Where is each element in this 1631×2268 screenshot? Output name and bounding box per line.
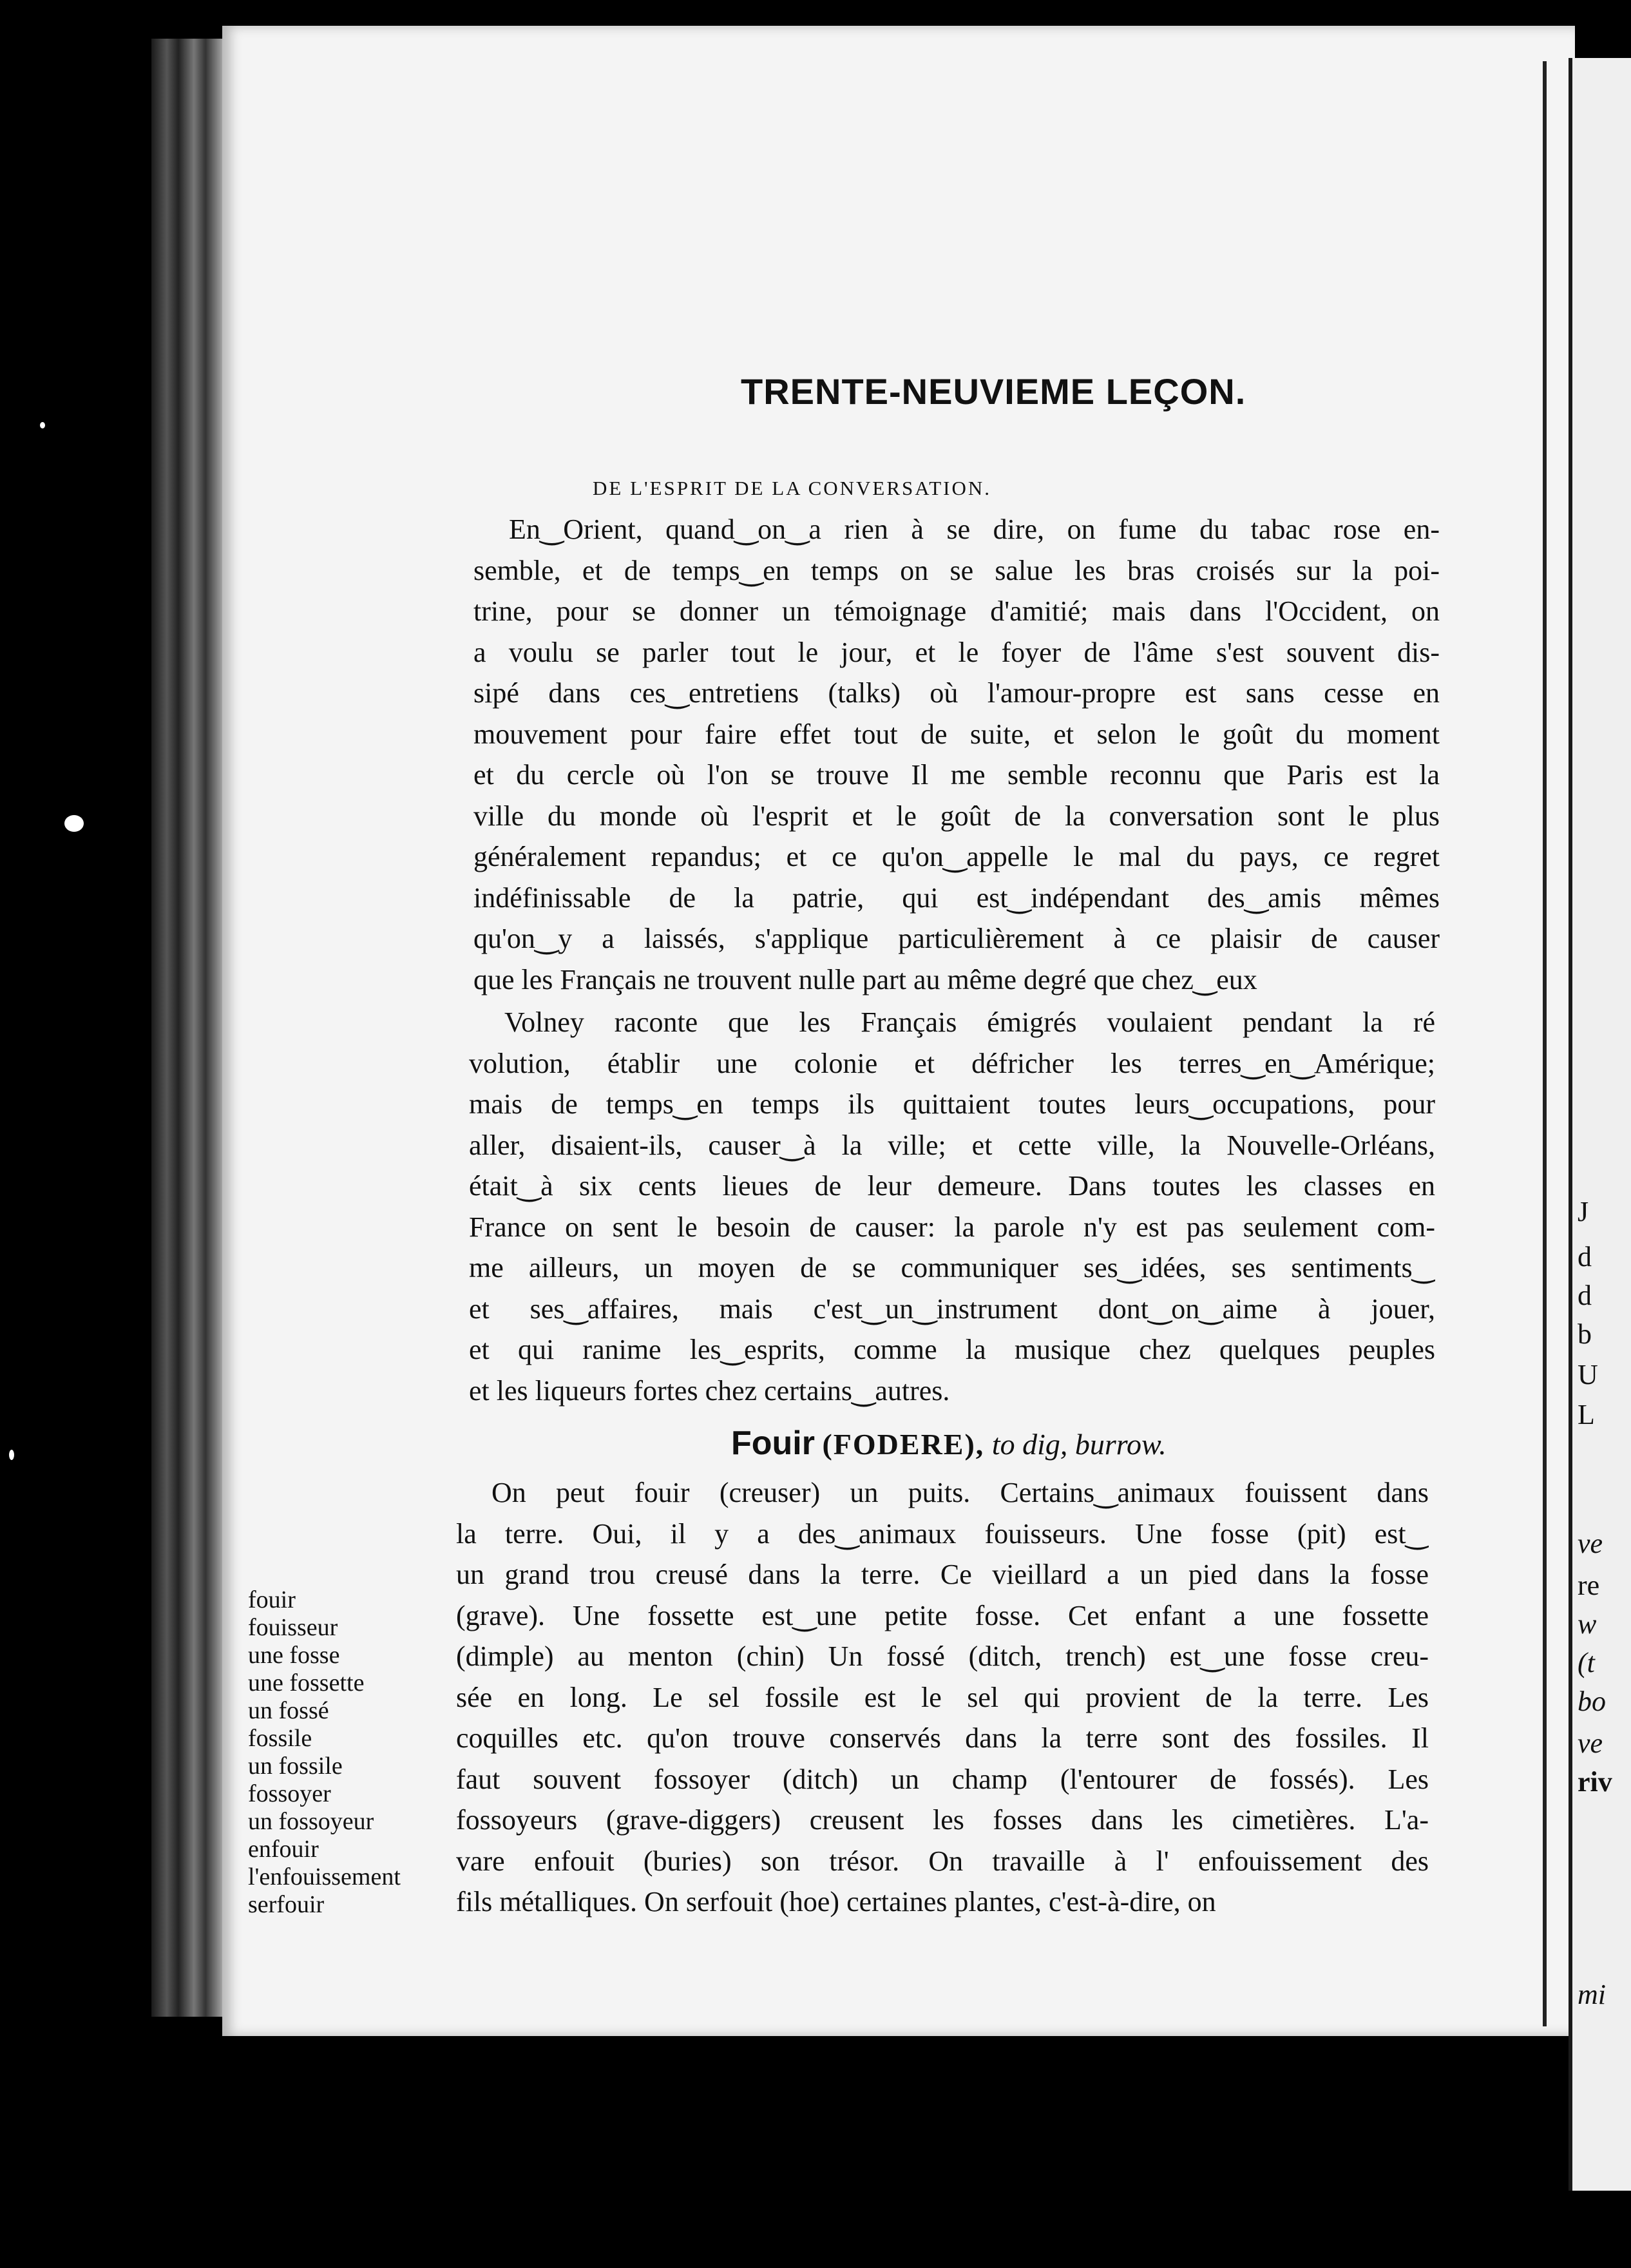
text-line: Volney raconte que les Français émigrés voulaient pendant la ré — [504, 1006, 1435, 1038]
section-title: DE L'ESPRIT DE LA CONVERSATION. — [593, 477, 992, 499]
text-line: me ailleurs, un moyen de se communiquer ses‿idées, ses sentiments‿ — [469, 1252, 1435, 1283]
text-line: aller, disaient-ils, causer‿à la ville; et cette ville, la Nouvelle-Orléans, — [469, 1129, 1435, 1161]
paragraph-conversation-2 — [469, 1002, 1435, 1411]
text-line: mais de temps‿en temps ils quittaient toutes leurs‿occupations, pour — [469, 1088, 1435, 1120]
fouir-heading — [731, 1424, 1167, 1463]
text-line: sée en long. Le sel fossile est le sel qui provient de la terre. Les — [456, 1681, 1429, 1713]
facing-page-fragment: d — [1578, 1241, 1592, 1273]
text-line: coquilles etc. qu'on trouve conservés dans la terre sont des fossiles. Il — [456, 1722, 1429, 1754]
facing-page-fragment: riv — [1578, 1766, 1612, 1798]
text-line: sipé dans ces‿entretiens (talks) où l'amour-propre est sans cesse en — [473, 677, 1440, 709]
text-line: que les Français ne trouvent nulle part au même degré que chez‿eux — [473, 963, 1257, 995]
book-spine — [151, 39, 229, 2017]
facing-page-fragment: (t — [1578, 1647, 1595, 1678]
facing-page-fragment: bo — [1578, 1686, 1606, 1717]
facing-page-fragment: d — [1578, 1280, 1592, 1311]
facing-page-fragment: re — [1578, 1570, 1600, 1601]
text-line: et qui ranime les‿esprits, comme la musique chez quelques peuples — [469, 1334, 1435, 1365]
text-line: En‿Orient, quand‿on‿a rien à se dire, on fume du tabac rose en- — [509, 514, 1440, 545]
facing-page-fragment: L — [1578, 1399, 1595, 1430]
text-line: France on sent le besoin de causer: la parole n'y est pas seulement com- — [469, 1211, 1435, 1243]
facing-page-fragment: ve — [1578, 1727, 1603, 1759]
text-line: et les liqueurs fortes chez certains‿autres. — [469, 1374, 950, 1407]
vocab-item: enfouir — [248, 1836, 319, 1863]
facing-page-fragment: J — [1578, 1196, 1589, 1227]
text-line: a voulu se parler tout le jour, et le foyer de l'âme s'est souvent dis- — [473, 636, 1440, 668]
text-line: était‿à six cents lieues de leur demeure. Dans toutes les classes en — [469, 1170, 1435, 1202]
page-edge-rule — [1543, 61, 1547, 2026]
vocab-item: l'enfouissement — [248, 1863, 401, 1890]
margin-vocabulary — [248, 1586, 454, 1919]
facing-page-fragment: mi — [1578, 1979, 1606, 2010]
text-line: vare enfouit (buries) son trésor. On travaille à l' enfouissement des — [456, 1845, 1429, 1877]
text-line: fils métalliques. On serfouit (hoe) certaines plantes, c'est-à-dire, on — [456, 1886, 1216, 1917]
vocab-item: fouir — [248, 1586, 296, 1613]
text-line: faut souvent fossoyer (ditch) un champ (l'entourer de fossés). Les — [456, 1763, 1429, 1795]
text-line: fossoyeurs (grave-diggers) creusent les fosses dans les cimetières. L'a- — [456, 1804, 1429, 1836]
fouir-gloss: to dig, burrow. — [991, 1428, 1167, 1461]
text-line: généralement repandus; et ce qu'on‿appelle le mal du pays, ce regret — [473, 841, 1440, 872]
text-line: semble, et de temps‿en temps on se salue les bras croisés sur la poi- — [473, 554, 1440, 586]
text-line: la terre. Oui, il y a des‿animaux fouisseurs. Une fosse (pit) est‿ — [456, 1517, 1429, 1550]
text-line: mouvement pour faire effet tout de suite, et selon le goût du moment — [473, 718, 1440, 750]
dust-speck — [64, 815, 84, 832]
vocab-item: une fossette — [248, 1669, 365, 1696]
text-line: trine, pour se donner un témoignage d'amitié; mais dans l'Occident, on — [473, 595, 1440, 627]
text-line: indéfinissable de la patrie, qui est‿indépendant des‿amis mêmes — [473, 881, 1440, 914]
fouir-word: Fouir — [731, 1425, 815, 1462]
vocab-item: un fossoyeur — [248, 1808, 374, 1835]
text-line: On peut fouir (creuser) un puits. Certains‿animaux fouissent dans — [491, 1477, 1429, 1508]
vocab-item: fossile — [248, 1725, 312, 1752]
text-line: (dimple) au menton (chin) Un fossé (ditch, trench) est‿une fosse creu- — [456, 1640, 1429, 1672]
vocab-item: fouisseur — [248, 1614, 338, 1641]
fouir-latin: (FODERE), — [822, 1428, 985, 1461]
text-line: et ses‿affaires, mais c'est‿un‿instrument dont‿on‿aime à jouer, — [469, 1293, 1435, 1325]
text-line: ville du monde où l'esprit et le goût de la conversation sont le plus — [473, 800, 1440, 832]
lesson-title: TRENTE-NEUVIEME LEÇON. — [741, 371, 1246, 412]
vocab-item: un fossile — [248, 1753, 343, 1780]
text-line: (grave). Une fossette est‿une petite fosse. Cet enfant a une fossette — [456, 1599, 1429, 1631]
facing-page-fragment: ve — [1578, 1528, 1603, 1559]
paragraph-conversation-1 — [473, 509, 1440, 1000]
vocab-item: fossoyer — [248, 1780, 331, 1807]
vocab-item: un fossé — [248, 1697, 329, 1724]
dust-speck — [40, 422, 45, 428]
text-line: volution, établir une colonie et défricher les terres‿en‿Amérique; — [469, 1047, 1435, 1079]
vocab-item: une fosse — [248, 1642, 340, 1669]
text-line: et du cercle où l'on se trouve Il me semble reconnu que Paris est la — [473, 759, 1440, 791]
text-line: qu'on‿y a laissés, s'applique particulièrement à ce plaisir de causer — [473, 923, 1440, 954]
facing-page — [1569, 58, 1631, 2191]
vocab-item: serfouir — [248, 1891, 325, 1918]
facing-page-fragment: b — [1578, 1318, 1592, 1350]
facing-page-fragment: w — [1578, 1608, 1597, 1640]
paragraph-fouir — [456, 1472, 1429, 1923]
facing-page-fragment: U — [1578, 1359, 1598, 1390]
dust-speck — [9, 1450, 14, 1460]
text-line: un grand trou creusé dans la terre. Ce vieillard a un pied dans la fosse — [456, 1559, 1429, 1590]
